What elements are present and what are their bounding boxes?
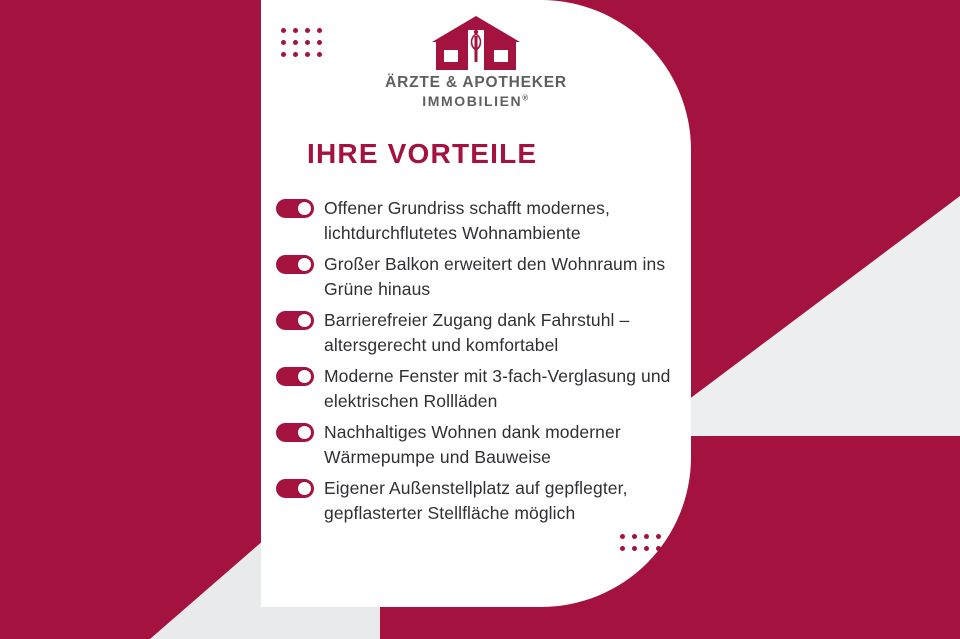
dot bbox=[281, 40, 286, 45]
dot bbox=[317, 40, 322, 45]
logo-company-subtitle bbox=[385, 93, 567, 109]
list-item bbox=[276, 420, 676, 470]
dot bbox=[644, 546, 649, 551]
dot bbox=[293, 40, 298, 45]
dot bbox=[281, 28, 286, 33]
toggle-on-icon bbox=[276, 423, 314, 442]
list-item-label: Großer Balkon erweitert den Wohnraum ins Grüne hinaus bbox=[324, 254, 666, 299]
house-with-caduceus-icon bbox=[385, 14, 567, 72]
list-item bbox=[276, 308, 676, 358]
list-item bbox=[276, 252, 676, 302]
dot bbox=[632, 546, 637, 551]
dot bbox=[656, 534, 661, 539]
company-logo bbox=[385, 14, 567, 109]
dot bbox=[656, 546, 661, 551]
dot bbox=[644, 534, 649, 539]
logo-company-name: ÄRZTE & APOTHEKER bbox=[385, 74, 567, 91]
dot bbox=[620, 546, 625, 551]
list-item-label: Offener Grundriss schafft modernes, lichtdurchflutetes Wohnambiente bbox=[324, 198, 610, 243]
dot bbox=[293, 28, 298, 33]
dot bbox=[317, 28, 322, 33]
dot bbox=[305, 28, 310, 33]
toggle-on-icon bbox=[276, 199, 314, 218]
dot bbox=[281, 52, 286, 57]
dot bbox=[632, 534, 637, 539]
logo-subtitle-text: IMMOBILIEN bbox=[422, 93, 523, 109]
dot bbox=[305, 40, 310, 45]
list-item bbox=[276, 196, 676, 246]
list-item-label: Eigener Außenstellplatz auf gepflegter, gepflasterter Stellfläche möglich bbox=[324, 478, 628, 523]
list-item bbox=[276, 364, 676, 414]
dot bbox=[317, 52, 322, 57]
list-item-label: Nachhaltiges Wohnen dank moderner Wärmepumpe und Bauweise bbox=[324, 422, 621, 467]
toggle-on-icon bbox=[276, 479, 314, 498]
dot-grid-top bbox=[281, 28, 329, 64]
page-title: IHRE VORTEILE bbox=[307, 138, 538, 169]
toggle-on-icon bbox=[276, 367, 314, 386]
toggle-on-icon bbox=[276, 255, 314, 274]
dot bbox=[620, 534, 625, 539]
dot bbox=[305, 52, 310, 57]
list-item-label: Barrierefreier Zugang dank Fahrstuhl – altersgerecht und komfortabel bbox=[324, 310, 630, 355]
dot bbox=[293, 52, 298, 57]
logo-trademark: ® bbox=[522, 93, 530, 103]
benefits-list bbox=[276, 196, 676, 532]
list-item-label: Moderne Fenster mit 3-fach-Verglasung und elektrischen Rollläden bbox=[324, 366, 671, 411]
list-item bbox=[276, 476, 676, 526]
toggle-on-icon bbox=[276, 311, 314, 330]
dot-grid-bottom bbox=[620, 534, 668, 558]
